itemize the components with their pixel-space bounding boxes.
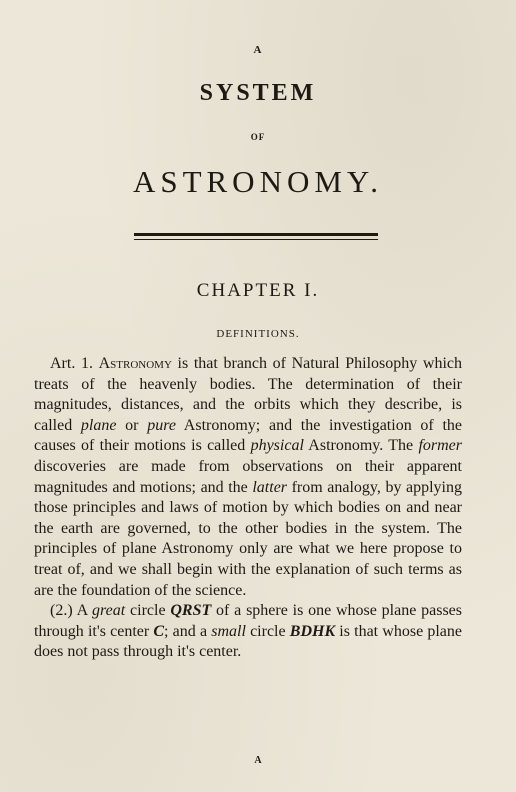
text-run: discoveries are made from observations on their apparent magnitudes and motions; and the [34, 457, 462, 496]
title-rule-thin [134, 239, 378, 240]
art-2-label: (2.) [50, 602, 73, 620]
term-latter: latter [252, 478, 288, 496]
astronomy-lead-word: Astronomy [98, 355, 172, 372]
paragraph-art-1 [34, 354, 462, 601]
term-great: great [92, 602, 126, 620]
text-run: or [116, 416, 148, 434]
text-run: circle [245, 622, 290, 640]
text-run: ; and a [164, 622, 212, 640]
text-run: of a sphere is one whose plane passes through it's center [34, 602, 463, 640]
term-small: small [211, 622, 246, 640]
text-run: A [72, 602, 93, 620]
body-text [34, 354, 462, 663]
text-run: Astronomy; and the investigation of the causes of their motions is called [34, 416, 463, 455]
text-run: is that whose plane does not pass through it's center. [34, 622, 462, 661]
label-qrst: QRST [170, 602, 212, 620]
term-pure: pure [147, 416, 176, 434]
title-of: OF [250, 132, 266, 142]
text-run: Astronomy. The [303, 437, 419, 455]
term-plane: plane [80, 416, 117, 434]
label-c: C [153, 622, 165, 640]
title-system: SYSTEM [199, 80, 317, 106]
label-bdhk: BDHK [289, 622, 336, 640]
title-article: A [253, 44, 263, 56]
paragraph-art-2 [34, 601, 462, 663]
catchword: A [254, 755, 262, 766]
title-astronomy: ASTRONOMY. [132, 164, 384, 199]
text-run: from analogy, by applying those principles and laws of motion by which bodies on and near the earth are governed, to the other bodies in the system. The principles of plane Astronomy only are what we here propose to treat of, and we shall begin with the explanation of such terms as are the foundation of the science. [34, 478, 462, 599]
text-run: is that branch of Natural Philosophy which treats of the heavenly bodies. The determination of their magnitudes, distances, and the orbits which they describe, is called [34, 355, 462, 434]
art-1-label: Art. 1. [50, 355, 93, 372]
term-physical: physical [250, 437, 304, 455]
text-run: circle [125, 602, 171, 620]
section-heading: DEFINITIONS. [216, 328, 300, 340]
term-former: former [418, 437, 462, 455]
chapter-heading: CHAPTER I. [196, 280, 320, 301]
title-rule-thick [134, 233, 378, 236]
